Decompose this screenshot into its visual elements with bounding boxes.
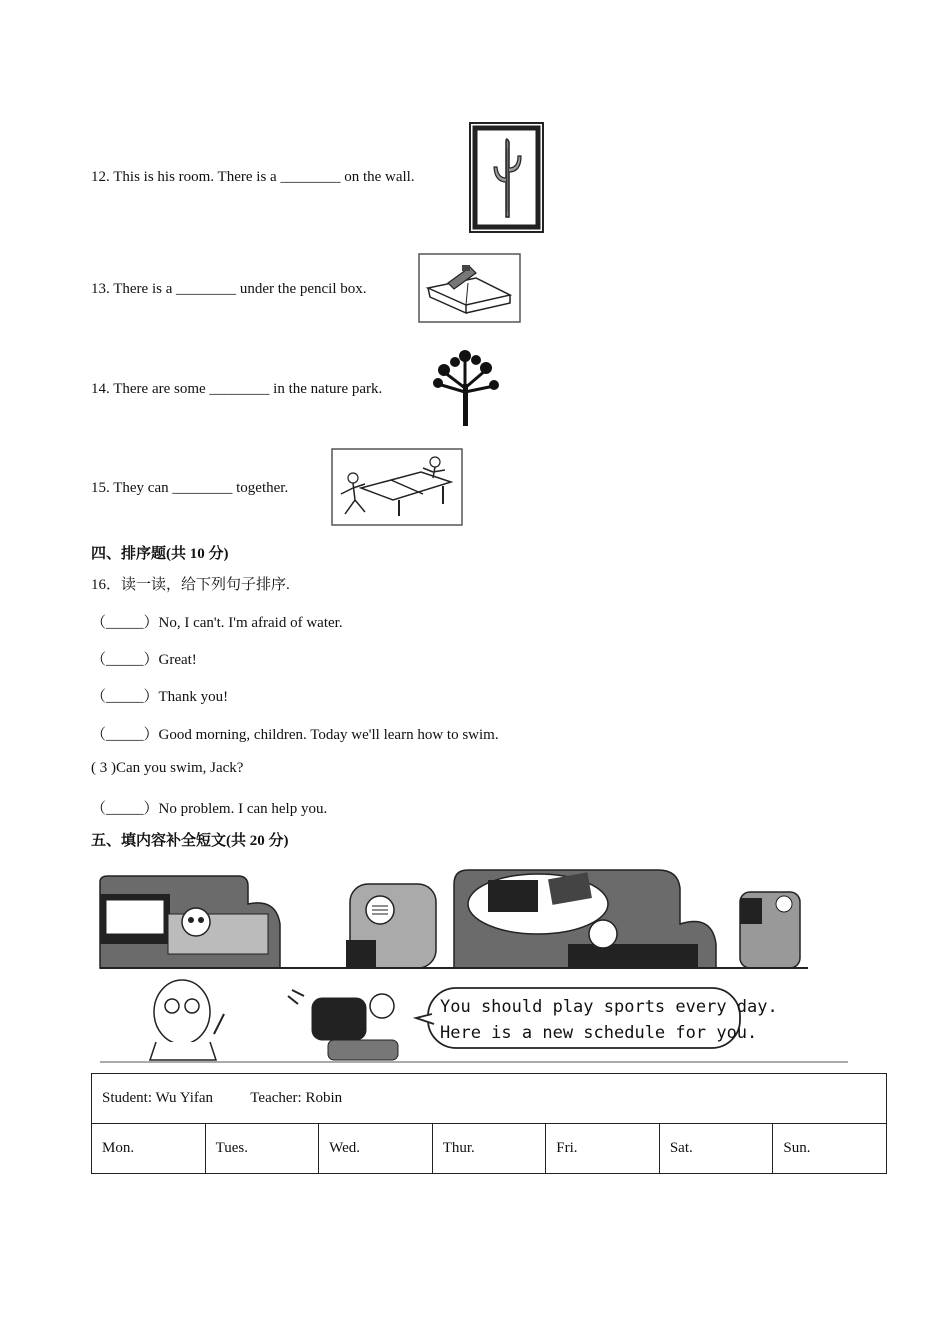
question-number: 12. (91, 169, 110, 185)
order-line: （_____）Good morning, children. Today we'll learn how to swim. (91, 727, 499, 743)
teacher-label: Teacher: Robin (250, 1090, 343, 1106)
speech-bubble (440, 994, 778, 1046)
question-15 (91, 480, 288, 497)
order-line: （_____）No, I can't. I'm afraid of water. (91, 615, 343, 631)
question-number: 14. (91, 381, 110, 397)
comic-strip (98, 864, 850, 1064)
table-row (92, 1074, 887, 1124)
order-line: （_____）Great! (91, 652, 197, 668)
question-16: 16．读一读，给下列句子排序. (91, 577, 290, 593)
speech-line: Here is a new schedule for you. (440, 1023, 758, 1043)
order-line: （_____）Thank you! (91, 689, 229, 705)
question-text: This is his room. There is a ________ on the wall. (113, 169, 415, 185)
speech-line: You should play sports every day. (440, 997, 778, 1017)
question-text: They can ________ together. (113, 480, 289, 496)
book-pencil-box-icon (418, 253, 521, 323)
schedule-table (91, 1073, 887, 1174)
day-cell: Fri. (546, 1124, 660, 1174)
day-cell: Tues. (205, 1124, 319, 1174)
question-12 (91, 169, 415, 186)
section-5-heading: 五、填内容补全短文(共 20 分) (91, 833, 289, 849)
day-cell: Thur. (432, 1124, 546, 1174)
day-cell: Mon. (92, 1124, 206, 1174)
section-4-heading: 四、排序题(共 10 分) (91, 546, 229, 562)
order-line: ( 3 )Can you swim, Jack? (91, 760, 244, 776)
order-line: （_____）No problem. I can help you. (91, 801, 328, 817)
student-label: Student: Wu Yifan (102, 1090, 214, 1106)
question-14 (91, 381, 382, 398)
question-number: 13. (91, 281, 110, 297)
ping-pong-icon (331, 448, 463, 526)
schedule-header-cell (92, 1074, 887, 1124)
day-cell: Wed. (319, 1124, 433, 1174)
tree-icon (430, 348, 502, 428)
day-cell: Sun. (773, 1124, 887, 1174)
question-13 (91, 281, 367, 298)
question-text: There are some ________ in the nature park. (113, 381, 383, 397)
question-text: There is a ________ under the pencil box. (113, 281, 367, 297)
question-number: 15. (91, 480, 110, 496)
cactus-picture-icon (469, 122, 544, 233)
table-row (92, 1124, 887, 1174)
day-cell: Sat. (659, 1124, 773, 1174)
